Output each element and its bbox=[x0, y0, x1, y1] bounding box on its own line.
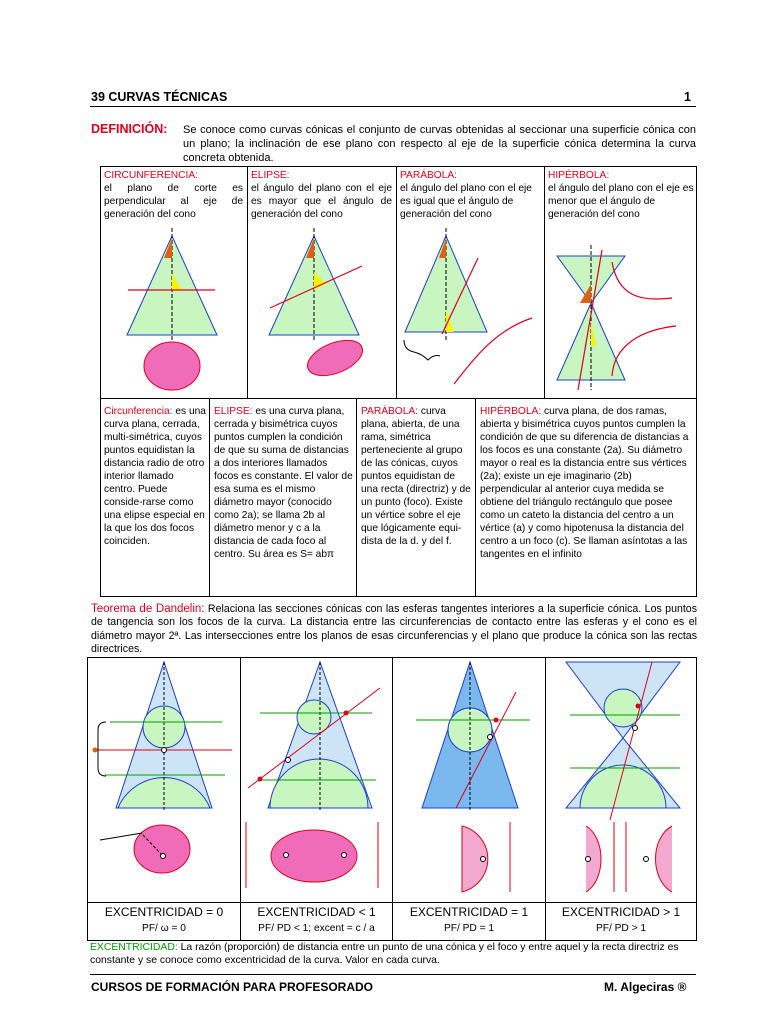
top-cell-title: CIRCUNFERENCIA: bbox=[104, 170, 198, 181]
circle-icon bbox=[134, 825, 190, 873]
top-cell-text: el ángulo del plano con el eje es menor que el ángulo de generación del cono bbox=[548, 183, 694, 220]
top-cell-title: PARÁBOLA: bbox=[400, 170, 457, 181]
cone-icon bbox=[248, 662, 380, 810]
top-cell-text: el ángulo del plano con el eje es mayor que el ángulo de generación del cono bbox=[251, 183, 392, 220]
ecc-formula: PF/ PD > 1 bbox=[595, 923, 647, 934]
page-number: 1 bbox=[684, 90, 691, 104]
cone-icon bbox=[416, 662, 530, 810]
ecc-formula: PF/ PD = 1 bbox=[443, 923, 495, 934]
dandelin-label: Teorema de Dandelin: bbox=[91, 603, 205, 615]
ecc-label: EXCENTRICIDAD < 1 bbox=[257, 905, 376, 919]
excentricidad-label: EXCENTRICIDAD: bbox=[90, 942, 178, 953]
top-cell-text: el plano de corte es perpendicular al eje de generación del cono bbox=[104, 183, 243, 220]
top-cell-title: ELIPSE: bbox=[251, 170, 290, 181]
definicion-text: Se conoce como curvas cónicas el conjunto de curvas obtenidas al seccionar una superficie cónica con un plano; la inclinación de ese plano con respecto al eje de la superficie cónica determina la curva concreta obtenida. bbox=[183, 124, 696, 164]
desc-cell-title: ELIPSE: bbox=[214, 406, 253, 417]
definicion-label: DEFINICIÓN: bbox=[91, 122, 168, 136]
ecc-formula: PF/ PD < 1; excent = c / a bbox=[258, 923, 375, 934]
top-cell-text: el ángulo del plano con el eje es igual que el ángulo de generación del cono bbox=[400, 183, 532, 220]
desc-cell-text: es una curva plana, cerrada y bisimétrica cuyos puntos cumplen la condición de que su suma de distancias a dos interiores llamados focos es constante. El valor de esa suma es el mismo diámetro mayor (conocido como 2a); se llama 2b al diámetro menor y c a la distancia de cada foco al centro. Su área es S= abπ bbox=[214, 406, 353, 560]
page-title: 39 CURVAS TÉCNICAS bbox=[91, 90, 228, 104]
footer-rule bbox=[90, 974, 696, 975]
ecc-label: EXCENTRICIDAD > 1 bbox=[561, 905, 681, 919]
desc-cell-text: curva plana, abierta, de una rama, simétrica perteneciente al grupo de las cónicas, cuyos puntos equidistan de una recta (directriz) y de un punto (foco). Existe un vértice sobre el eje que lógicamente equi-dista de la d. y del f. bbox=[361, 406, 471, 547]
desc-cell-title: Circunferencia: bbox=[104, 406, 173, 417]
ecc-formula: PF/ ω = 0 bbox=[142, 923, 186, 934]
excentricidad-text: La razón (proporción) de distancia entre un punto de una cónica y el foco y entre aquel y la recta directriz es constante y se conoce como excentricidad de la curva. Valor en cada curva. bbox=[90, 942, 679, 966]
footer-right: M. Algeciras ® bbox=[604, 980, 687, 994]
ecc-label: EXCENTRICIDAD = 0 bbox=[104, 905, 224, 919]
desc-cell-title: HIPÉRBOLA: bbox=[480, 406, 542, 417]
ecc-label: EXCENTRICIDAD = 1 bbox=[409, 905, 529, 919]
top-cell-title: HIPÉRBOLA: bbox=[548, 170, 610, 181]
excentricidad-paragraph bbox=[90, 942, 698, 967]
dandelin-text: Relaciona las secciones cónicas con las esferas tangentes interiores a la superficie cónica. Los puntos de tangencia son los focos de la curva. La distancia entre las circunferencias de contacto entre las esferas y el cono es el diámetro mayor 2ª. Las intersecciones entre los planos de esas circunferencias y el plano que produce la cónica son las rectas directrices. bbox=[91, 603, 697, 656]
cone-icon bbox=[93, 662, 233, 810]
desc-cell-text: es una curva plana, cerrada, multi-simétrica, cuyos puntos equidistan la distancia radio de otro interior llamado centro. Puede conside-rarse como una elipse especial en la que los dos focos coinciden. bbox=[104, 406, 206, 547]
cone-icon bbox=[566, 662, 680, 820]
hyperbola-branch bbox=[656, 826, 673, 892]
footer-left: CURSOS DE FORMACIÓN PARA PROFESORADO bbox=[91, 980, 374, 994]
desc-cell-text: curva plana, de dos ramas, abierta y bisimétrica cuyos puntos cumplen la condición de que su diferencia de distancias a los focos es una constante (2a). Su diámetro mayor o real es la distancia entre sus vértices (2a); existe un eje imaginario (2b) perpendicular al anterior cuya medida se obtiene del triángulo rectángulo que posee como un cateto la distancia del centro a un vértice (a) y como hipotenusa la distancia del centro a un foco (c). Se llaman asíntotas a las tangentes en el infinito bbox=[480, 406, 689, 560]
desc-cell-title: PARÁBOLA: bbox=[361, 406, 418, 417]
